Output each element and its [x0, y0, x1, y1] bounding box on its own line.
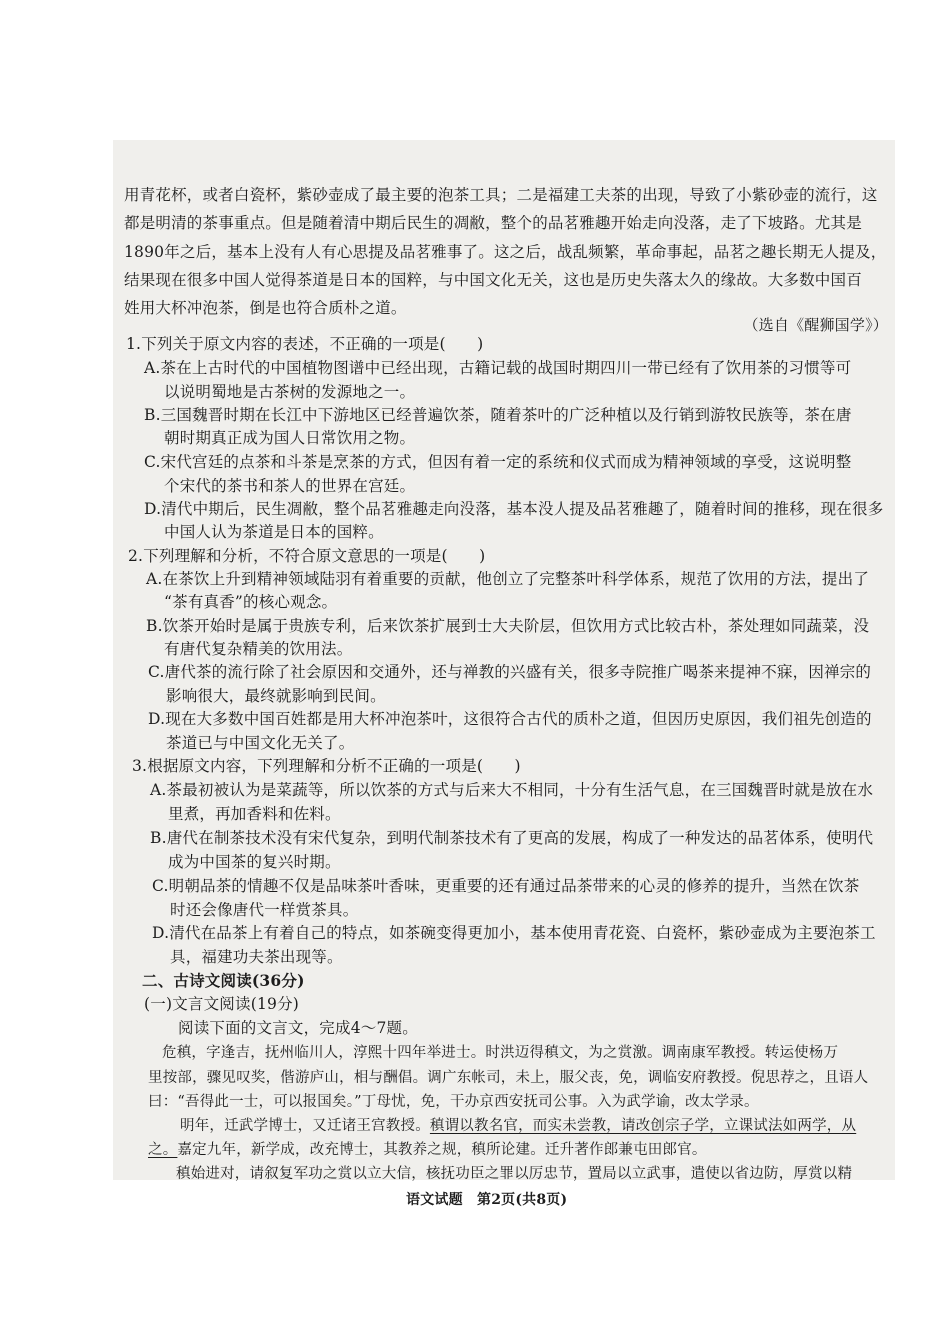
passage-line: 都是明清的茶事重点。但是随着清中期后民生的凋敝，整个的品茗雅趣开始走向没落，走了下坡路。尤其是	[124, 214, 862, 232]
q3-option-a-cont: 里煮，再加香料和佐料。	[168, 805, 341, 823]
page-footer: 语文试题 第2页(共8页)	[406, 1192, 568, 1208]
classical-text-line: 里按部，骤见叹奖，偕游庐山，相与酬倡。调广东帐司，未上，服父丧，免，调临安府教授。倪思荐之，且语人	[148, 1070, 869, 1086]
q2-option-d: D.现在大多数中国百姓都是用大杯冲泡茶叶，这很符合古代的质朴之道，但因历史原因，我们祖先创造的	[148, 710, 872, 728]
classical-text-line: 曰：“吾得此一士，可以报国矣。”丁母忧，免，干办京西安抚司公事。入为武学谕，改太学录。	[148, 1094, 759, 1110]
q3-option-b-cont: 成为中国茶的复兴时期。	[168, 853, 341, 871]
passage-line: 姓用大杯冲泡茶，倒是也符合质朴之道。	[124, 299, 407, 317]
q3-option-c-cont: 时还会像唐代一样赏茶具。	[170, 901, 359, 919]
q2-option-c-cont: 影响很大，最终就影响到民间。	[166, 687, 386, 705]
q2-option-a: A.在茶饮上升到精神领域陆羽有着重要的贡献，他创立了完整茶叶科学体系，规范了饮用的方法，提出了	[146, 570, 870, 588]
passage-line: 用青花杯，或者白瓷杯，紫砂壶成了最主要的泡茶工具；二是福建工夫茶的出现，导致了小紫砂壶的流行，这	[124, 186, 878, 204]
q1-option-d-cont: 中国人认为茶道是日本的国粹。	[164, 523, 384, 541]
q1-option-c-cont: 个宋代的茶书和茶人的世界在宫廷。	[164, 477, 416, 495]
q3-option-d: D.清代在品茶上有着自己的特点，如茶碗变得更加小，基本使用青花瓷、白瓷杯，紫砂壶成为主要泡茶工	[152, 924, 876, 942]
underlined-sentence: 稹谓以教名官，而实未尝教，请改创宗子学，立课试法如两学，从	[429, 1118, 857, 1134]
q1-option-d: D.清代中期后，民生凋敝，整个品茗雅趣走向没落，基本没人提及品茗雅趣了，随着时间的推移，现在很多	[144, 500, 884, 518]
q2-option-b: B.饮茶开始时是属于贵族专利，后来饮茶扩展到士大夫阶层，但饮用方式比较古朴，茶处理如同蔬菜，没	[146, 617, 870, 635]
passage-line: 结果现在很多中国人觉得茶道是日本的国粹，与中国文化无关，这也是历史失落太久的缘故。大多数中国百	[124, 271, 862, 289]
classical-text-line	[148, 1140, 707, 1160]
q1-option-b-cont: 朝时期真正成为国人日常饮用之物。	[164, 429, 416, 447]
underlined-sentence-end: 之。	[148, 1142, 178, 1158]
classical-text-line	[180, 1116, 856, 1136]
reading-instruction: 阅读下面的文言文，完成4～7题。	[178, 1019, 418, 1037]
q2-option-c: C.唐代茶的流行除了社会原因和交通外，还与禅教的兴盛有关，很多寺院推广喝茶来提神不寐，因禅宗的	[148, 663, 872, 681]
question-1-stem: 1.下列关于原文内容的表述，不正确的一项是( )	[126, 335, 484, 353]
q1-option-a: A.茶在上古时代的中国植物图谱中已经出现，古籍记载的战国时期四川一带已经有了饮用茶的习惯等可	[144, 359, 852, 377]
classical-text-line: 危稹，字逢吉，抚州临川人，淳熙十四年举进士。时洪迈得稹文，为之赏激。调南康军教授。转运使杨万	[162, 1045, 839, 1061]
classical-text-line: 稹始进对，请叙复军功之赏以立大信，核抚功臣之罪以厉忠节，置局以立武事，遣使以省边防，厚赏以精	[176, 1166, 853, 1182]
q3-option-b: B.唐代在制茶技术没有宋代复杂，到明代制茶技术有了更高的发展，构成了一种发达的品茗体系，使明代	[150, 829, 874, 847]
subsection-heading: (一)文言文阅读(19分)	[144, 995, 300, 1013]
q1-option-c: C.宋代宫廷的点茶和斗茶是烹茶的方式，但因有着一定的系统和仪式而成为精神领域的享受，这说明整	[144, 453, 852, 471]
q3-option-d-cont: 具，福建功夫茶出现等。	[170, 948, 343, 966]
classical-text-plain: 嘉定九年，新学成，改充博士，其教养之规，稹所论建。迁升著作郎兼屯田郎官。	[177, 1142, 707, 1158]
q3-option-a: A.茶最初被认为是菜蔬等，所以饮茶的方式与后来大不相同，十分有生活气息，在三国魏晋时就是放在水	[150, 781, 874, 799]
classical-text-plain: 明年，迁武学博士，又迁诸王宫教授。	[180, 1118, 430, 1134]
q2-option-a-cont: “茶有真香”的核心观念。	[164, 593, 338, 611]
section-heading: 二、古诗文阅读(36分)	[142, 971, 305, 990]
q2-option-d-cont: 茶道已与中国文化无关了。	[166, 734, 355, 752]
source-citation: （选自《醒狮国学》）	[743, 316, 888, 334]
q1-option-b: B.三国魏晋时期在长江中下游地区已经普遍饮茶，随着茶叶的广泛种植以及行销到游牧民族等，茶在唐	[144, 406, 852, 424]
q1-option-a-cont: 以说明蜀地是古茶树的发源地之一。	[164, 383, 416, 401]
q3-option-c: C.明朝品茶的情趣不仅是品味茶叶香味，更重要的还有通过品茶带来的心灵的修养的提升，当然在饮茶	[152, 877, 860, 895]
q2-option-b-cont: 有唐代复杂精美的饮用法。	[164, 640, 353, 658]
question-2-stem: 2.下列理解和分析，不符合原文意思的一项是( )	[128, 547, 486, 565]
question-3-stem: 3.根据原文内容，下列理解和分析不正确的一项是( )	[132, 757, 521, 775]
passage-line: 1890年之后，基本上没有人有心思提及品茗雅事了。这之后，战乱频繁，革命事起，品茗之趣长期无人提及，	[124, 243, 887, 261]
